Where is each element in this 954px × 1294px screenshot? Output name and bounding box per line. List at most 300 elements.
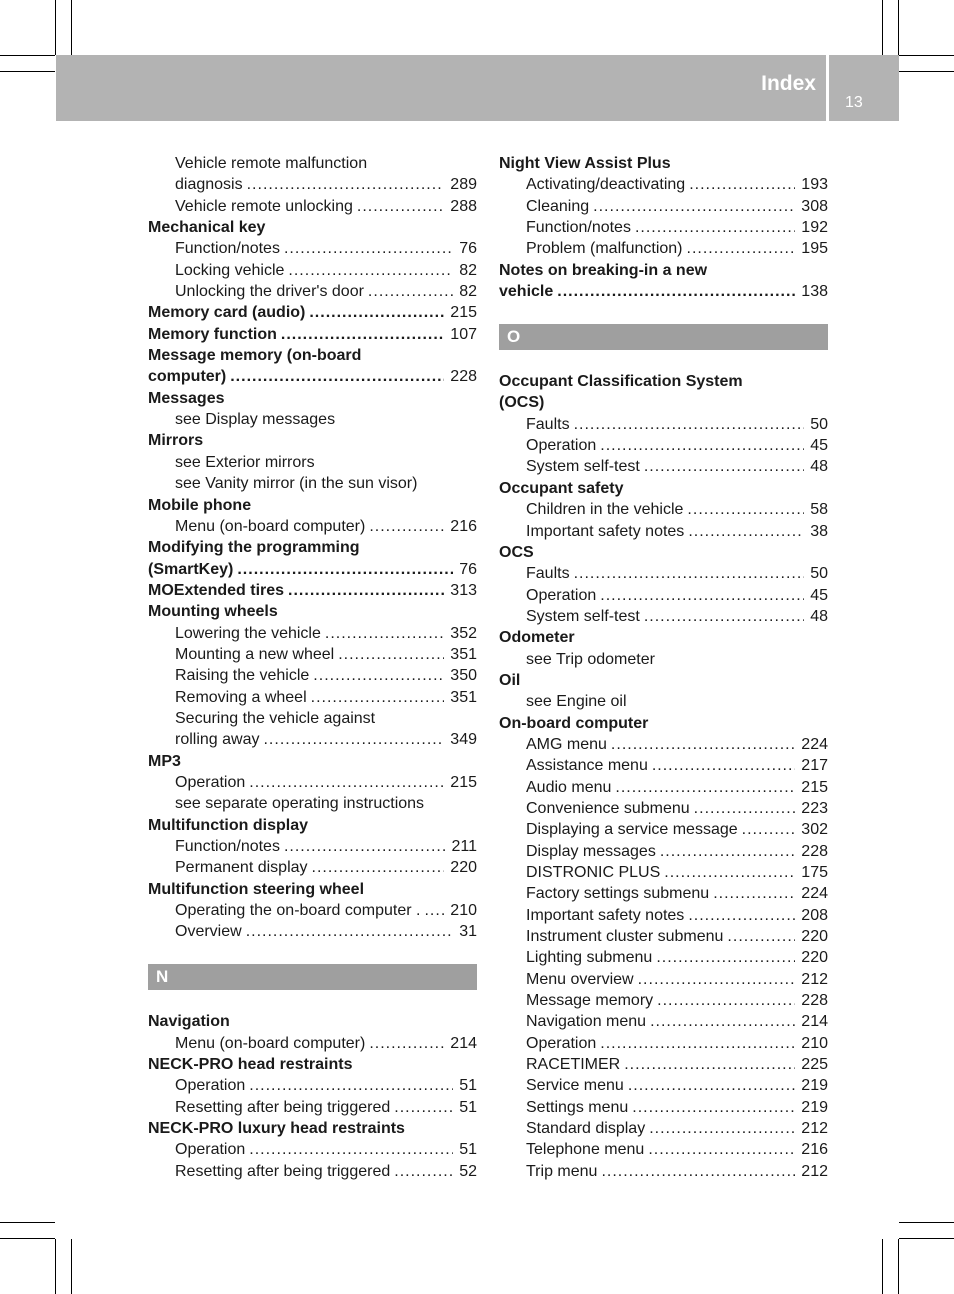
index-entry [148, 302, 477, 323]
index-subentry [148, 836, 477, 857]
index-subentry [499, 217, 828, 238]
entry-label: Function/notes [175, 240, 280, 258]
entry-label: NECK-PRO head restraints [148, 1056, 353, 1074]
page-reference: 228 [450, 368, 477, 386]
entry-label: Locking vehicle [175, 261, 285, 279]
entry-label: Problem (malfunction) [526, 240, 683, 258]
dot-leader [687, 238, 796, 259]
entry-label: Operating the on-board computer . [175, 902, 421, 920]
index-subentry [148, 665, 477, 686]
dot-leader [713, 883, 795, 904]
page-reference: 51 [459, 1077, 477, 1095]
dot-leader [635, 217, 795, 238]
index-column-right [499, 153, 828, 1182]
page-reference: 215 [450, 773, 477, 791]
crop-mark [899, 1238, 954, 1239]
index-subentry [148, 153, 477, 174]
page-reference: 228 [801, 842, 828, 860]
crop-mark [71, 1239, 72, 1294]
page-reference: 50 [810, 415, 828, 433]
index-entry [148, 217, 477, 238]
page-reference: 219 [801, 1077, 828, 1095]
index-subentry [499, 1033, 828, 1054]
dot-leader [237, 559, 453, 580]
dot-leader [593, 196, 795, 217]
page-reference: 308 [801, 197, 828, 215]
entry-label: Important safety notes [526, 906, 685, 924]
entry-label: Mirrors [148, 432, 204, 450]
index-subentry [499, 905, 828, 926]
page-reference: 225 [801, 1056, 828, 1074]
page-reference: 223 [801, 799, 828, 817]
page-reference: 210 [801, 1034, 828, 1052]
index-subentry [148, 729, 477, 750]
dot-leader [615, 777, 795, 798]
entry-label: Audio menu [526, 778, 612, 796]
page-reference: 212 [801, 970, 828, 988]
entry-label: Function/notes [175, 838, 280, 855]
index-subentry [499, 947, 828, 968]
index-subentry [148, 1075, 477, 1096]
index-subentry [148, 921, 477, 942]
dot-leader [628, 1075, 795, 1096]
dot-leader [246, 921, 454, 942]
dot-leader [574, 414, 805, 435]
index-entry [148, 1011, 477, 1032]
entry-label: System self-test [526, 458, 640, 476]
index-subentry [499, 563, 828, 584]
entry-label: Trip menu [526, 1162, 598, 1180]
entry-label: Occupant safety [499, 479, 624, 497]
crop-mark [898, 1239, 899, 1294]
crop-mark [55, 1239, 56, 1294]
spacer [148, 990, 477, 1011]
dot-leader [309, 302, 444, 323]
page-reference: 351 [450, 645, 477, 663]
entry-label: Message memory [526, 992, 654, 1010]
page-reference: 219 [801, 1098, 828, 1116]
dot-leader [638, 969, 796, 990]
page-reference: 82 [459, 283, 477, 301]
index-entry [499, 670, 828, 691]
dot-leader [247, 174, 445, 195]
index-subentry [148, 174, 477, 195]
crop-mark [55, 0, 56, 55]
index-subentry [148, 900, 477, 921]
entry-label: see Vanity mirror (in the sun visor) [175, 475, 418, 493]
spacer [499, 350, 828, 371]
index-subentry [499, 1161, 828, 1182]
dot-leader [652, 755, 795, 776]
page-reference: 313 [450, 581, 477, 599]
index-subentry [499, 238, 828, 259]
page-reference: 288 [450, 197, 477, 215]
page-reference: 350 [450, 667, 477, 685]
dot-leader [284, 836, 446, 857]
page-reference: 224 [801, 735, 828, 753]
entry-label: Cleaning [526, 197, 590, 215]
index-subentry [499, 969, 828, 990]
index-subentry [499, 1054, 828, 1075]
index-subentry [148, 409, 477, 430]
index-subentry [148, 793, 477, 814]
index-entry [499, 542, 828, 563]
index-subentry [499, 926, 828, 947]
index-subentry [499, 606, 828, 627]
dot-leader [649, 1118, 795, 1139]
page-reference: 217 [801, 757, 828, 775]
dot-leader [742, 819, 796, 840]
dot-leader [249, 1139, 453, 1160]
index-entry [148, 1054, 477, 1075]
page-reference: 220 [801, 949, 828, 967]
dot-leader [369, 516, 444, 537]
index-entry [148, 751, 477, 772]
dot-leader [230, 366, 444, 387]
index-subentry [499, 862, 828, 883]
crop-mark [0, 1222, 55, 1223]
page-reference: 76 [459, 560, 477, 578]
entry-label: Function/notes [526, 219, 631, 237]
index-entry [148, 559, 477, 580]
index-entry [499, 371, 828, 392]
entry-label: Displaying a service message [526, 821, 738, 839]
index-entry [499, 713, 828, 734]
entry-label: Navigation [148, 1013, 230, 1031]
page-reference: 289 [450, 176, 477, 194]
entry-label: DISTRONIC PLUS [526, 864, 661, 881]
entry-label: Standard display [526, 1120, 646, 1138]
page-reference: 220 [801, 928, 828, 946]
index-subentry [499, 435, 828, 456]
entry-label: Operation [526, 1034, 597, 1052]
entry-label: Operation [526, 586, 597, 604]
page-reference: 51 [459, 1098, 477, 1116]
index-entry [499, 281, 828, 302]
entry-label: Faults [526, 415, 570, 433]
index-subentry [148, 281, 477, 302]
entry-label: System self-test [526, 607, 640, 625]
dot-leader [312, 857, 445, 878]
entry-label: Night View Assist Plus [499, 155, 671, 172]
index-subentry [148, 623, 477, 644]
index-subentry [148, 1097, 477, 1118]
index-subentry [148, 516, 477, 537]
index-subentry [499, 1118, 828, 1139]
entry-label: Telephone menu [526, 1141, 645, 1159]
entry-label: (SmartKey) [148, 560, 234, 578]
index-subentry [148, 708, 477, 729]
page-reference: 38 [810, 522, 828, 540]
entry-label: On-board computer [499, 714, 649, 732]
entry-label: see Trip odometer [526, 650, 655, 668]
page-reference: 76 [459, 240, 477, 258]
page-reference: 212 [801, 1120, 828, 1138]
index-subentry [499, 499, 828, 520]
entry-label: Vehicle remote malfunction [175, 155, 368, 172]
dot-leader [357, 196, 444, 217]
entry-label: (OCS) [499, 394, 545, 412]
index-entry [148, 495, 477, 516]
index-entry [148, 601, 477, 622]
entry-label: Multifunction steering wheel [148, 880, 365, 898]
page-reference: 82 [459, 261, 477, 279]
index-subentry [499, 196, 828, 217]
dot-leader [369, 1033, 444, 1054]
dot-leader [325, 623, 444, 644]
dot-leader [574, 563, 805, 584]
entry-label: MP3 [148, 752, 181, 770]
page-reference: 220 [450, 859, 477, 877]
dot-leader [313, 665, 444, 686]
index-subentry [499, 755, 828, 776]
dot-leader [249, 1075, 453, 1096]
index-subentry [148, 772, 477, 793]
dot-leader [394, 1097, 453, 1118]
dot-leader [557, 281, 795, 302]
dot-leader [648, 1139, 795, 1160]
entry-label: Menu overview [526, 970, 634, 988]
page-reference: 214 [801, 1013, 828, 1031]
page-reference: 52 [459, 1162, 477, 1180]
dot-leader [624, 1054, 795, 1075]
entry-label: rolling away [175, 731, 260, 749]
crop-mark [899, 1222, 954, 1223]
index-entry [148, 815, 477, 836]
index-subentry [499, 585, 828, 606]
dot-leader [656, 947, 795, 968]
dot-leader [263, 729, 444, 750]
crop-mark [0, 71, 55, 72]
entry-label: AMG menu [526, 735, 607, 753]
index-entry [148, 879, 477, 900]
page-number: 13 [845, 94, 863, 111]
index-subentry [499, 798, 828, 819]
dot-leader [664, 862, 795, 883]
entry-label: Permanent display [175, 859, 308, 877]
entry-label: Service menu [526, 1077, 624, 1095]
crop-mark [71, 0, 72, 55]
dot-leader [688, 521, 804, 542]
index-subentry [499, 174, 828, 195]
index-entry [148, 580, 477, 601]
dot-leader [311, 687, 445, 708]
page-reference: 352 [450, 624, 477, 642]
index-subentry [148, 1161, 477, 1182]
entry-label: Operation [175, 1077, 246, 1095]
entry-label: Resetting after being triggered [175, 1098, 391, 1116]
dot-leader [424, 900, 444, 921]
crop-mark [899, 71, 954, 72]
dot-leader [281, 324, 444, 345]
entry-label: Settings menu [526, 1098, 629, 1116]
entry-label: NECK-PRO luxury head restraints [148, 1120, 405, 1138]
dot-leader [688, 905, 795, 926]
index-subentry [148, 857, 477, 878]
dot-leader [727, 926, 795, 947]
crop-mark [0, 55, 55, 56]
entry-label: Occupant Classification System [499, 373, 743, 391]
index-subentry [499, 990, 828, 1011]
entry-label: Operation [175, 1141, 246, 1159]
dot-leader [657, 990, 795, 1011]
index-subentry [499, 1011, 828, 1032]
page-title: Index [761, 72, 816, 95]
page-reference: 302 [801, 821, 828, 839]
crop-mark [882, 1239, 883, 1294]
entry-label: Instrument cluster submenu [526, 928, 724, 946]
entry-label: Navigation menu [526, 1013, 647, 1031]
index-subentry [499, 456, 828, 477]
entry-label: RACETIMER [526, 1056, 621, 1074]
dot-leader [601, 1161, 795, 1182]
index-subentry [148, 644, 477, 665]
spacer [499, 302, 828, 323]
entry-label: see Engine oil [526, 693, 627, 711]
entry-label: OCS [499, 543, 534, 561]
dot-leader [600, 585, 804, 606]
section-letter-heading: O [499, 324, 828, 350]
page-reference: 216 [801, 1141, 828, 1159]
index-subentry [499, 521, 828, 542]
page-reference: 215 [801, 778, 828, 796]
dot-leader [284, 238, 453, 259]
page-reference: 208 [801, 906, 828, 924]
index-entry [499, 392, 828, 413]
index-subentry [148, 1139, 477, 1160]
index-subentry [499, 819, 828, 840]
index-subentry [499, 734, 828, 755]
page-reference: 193 [801, 176, 828, 194]
index-subentry [148, 473, 477, 494]
page-reference: 192 [801, 219, 828, 237]
entry-label: see Exterior mirrors [175, 453, 315, 471]
entry-label: computer) [148, 368, 227, 386]
entry-label: Activating/deactivating [526, 176, 686, 194]
entry-label: Lighting submenu [526, 949, 653, 967]
index-entry [148, 388, 477, 409]
entry-label: Menu (on-board computer) [175, 1034, 366, 1052]
index-subentry [148, 687, 477, 708]
dot-leader [249, 772, 444, 793]
page-reference: 50 [810, 565, 828, 583]
entry-label: Display messages [526, 842, 656, 860]
entry-label: Children in the vehicle [526, 501, 684, 519]
page-reference: 216 [450, 517, 477, 535]
index-entry [148, 324, 477, 345]
index-subentry [148, 1033, 477, 1054]
page-reference: 58 [810, 501, 828, 519]
index-entry [499, 260, 828, 281]
entry-label: MOExtended tires [148, 581, 285, 599]
page-header [56, 55, 899, 121]
entry-label: Memory card (audio) [148, 304, 306, 322]
index-subentry [499, 777, 828, 798]
entry-label: Overview [175, 923, 242, 941]
dot-leader [644, 456, 804, 477]
entry-label: Convenience submenu [526, 799, 690, 817]
dot-leader [600, 1033, 795, 1054]
page-reference: 31 [459, 923, 477, 941]
page-reference: 351 [450, 688, 477, 706]
entry-label: Assistance menu [526, 757, 648, 775]
entry-label: Resetting after being triggered [175, 1162, 391, 1180]
entry-label: Faults [526, 565, 570, 583]
entry-label: Odometer [499, 629, 575, 647]
page-reference: 48 [810, 458, 828, 476]
page-reference: 175 [801, 864, 828, 881]
entry-label: Factory settings submenu [526, 885, 710, 903]
page-reference: 45 [810, 437, 828, 455]
index-subentry [148, 196, 477, 217]
entry-label: Multifunction display [148, 816, 308, 834]
index-entry [148, 345, 477, 366]
page-reference: 224 [801, 885, 828, 903]
entry-label: Mounting wheels [148, 603, 278, 621]
header-divider [826, 55, 829, 121]
entry-label: Notes on breaking-in a new [499, 261, 708, 279]
entry-label: Raising the vehicle [175, 667, 310, 685]
index-entry [499, 627, 828, 648]
entry-label: vehicle [499, 283, 554, 301]
index-subentry [499, 649, 828, 670]
section-letter-heading: N [148, 964, 477, 990]
page-reference: 349 [450, 731, 477, 749]
index-subentry [499, 691, 828, 712]
page-reference: 45 [810, 586, 828, 604]
entry-label: Message memory (on-board [148, 347, 362, 365]
dot-leader [644, 606, 804, 627]
entry-label: see separate operating instructions [175, 795, 425, 813]
index-subentry [148, 238, 477, 259]
entry-label: Memory function [148, 325, 277, 343]
page-reference: 107 [450, 325, 477, 343]
index-subentry [499, 1097, 828, 1118]
page-reference: 228 [801, 992, 828, 1010]
index-column-left [148, 153, 477, 1182]
dot-leader [368, 281, 453, 302]
index-subentry [148, 260, 477, 281]
page-reference: 215 [450, 304, 477, 322]
page-reference: 195 [801, 240, 828, 258]
dot-leader [694, 798, 796, 819]
entry-label: Removing a wheel [175, 688, 307, 706]
index-subentry [148, 452, 477, 473]
index-subentry [499, 883, 828, 904]
index-entry [148, 366, 477, 387]
index-subentry [499, 414, 828, 435]
entry-label: Securing the vehicle against [175, 709, 376, 727]
index-entry [148, 1118, 477, 1139]
index-entry [148, 430, 477, 451]
dot-leader [660, 841, 795, 862]
page-reference: 211 [451, 838, 477, 855]
entry-label: Mechanical key [148, 219, 266, 237]
entry-label: Lowering the vehicle [175, 624, 321, 642]
dot-leader [611, 734, 795, 755]
page-reference: 48 [810, 607, 828, 625]
page-reference: 210 [450, 902, 477, 920]
entry-label: Oil [499, 671, 521, 689]
dot-leader [689, 174, 795, 195]
dot-leader [687, 499, 804, 520]
page-reference: 214 [450, 1034, 477, 1052]
index-entry [148, 537, 477, 558]
dot-leader [632, 1097, 795, 1118]
entry-label: Modifying the programming [148, 539, 360, 557]
crop-mark [0, 1238, 55, 1239]
dot-leader [288, 580, 444, 601]
